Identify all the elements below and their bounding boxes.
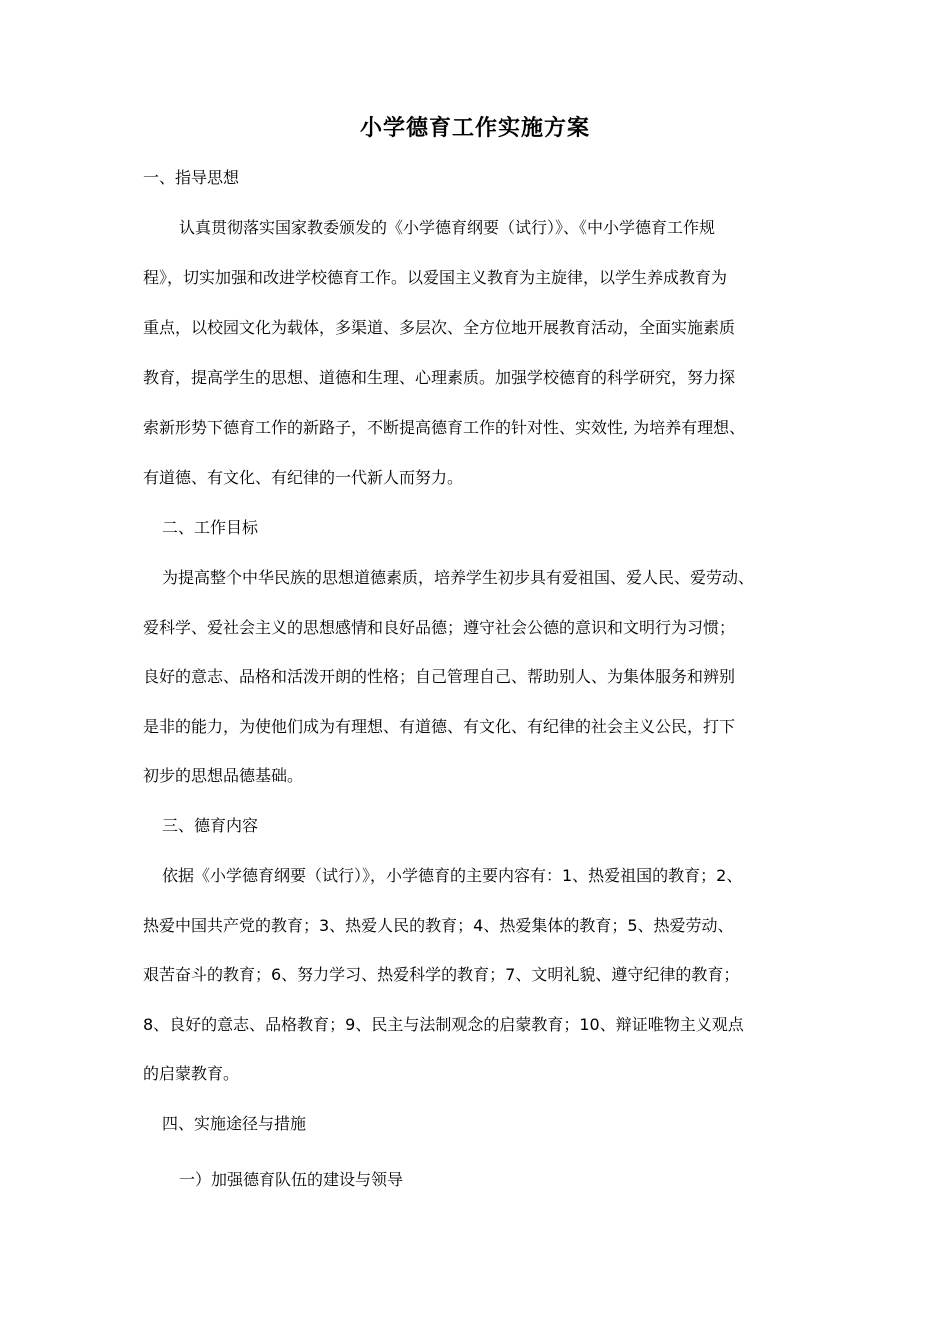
section-heading: 三、德育内容	[162, 816, 259, 835]
paragraph-line: 教育，提高学生的思想、道德和生理、心理素质。加强学校德育的科学研究，努力探	[143, 368, 736, 387]
paragraph-line: 艰苦奋斗的教育；6、努力学习、热爱科学的教育；7、文明礼貌、遵守纪律的教育；	[143, 965, 740, 984]
paragraph-line: 为提高整个中华民族的思想道德素质，培养学生初步具有爱祖国、爱人民、爱劳动、	[162, 568, 755, 587]
paragraph-line: 是非的能力，为使他们成为有理想、有道德、有文化、有纪律的社会主义公民，打下	[143, 717, 736, 736]
document-title: 小学德育工作实施方案	[359, 116, 590, 141]
paragraph-line: 初步的思想品德基础。	[143, 766, 304, 785]
paragraph-line: 重点，以校园文化为载体，多渠道、多层次、全方位地开展教育活动，全面实施素质	[143, 318, 736, 337]
paragraph-line: 8、良好的意志、品格教育；9、民主与法制观念的启蒙教育；10、辩证唯物主义观点	[143, 1015, 744, 1034]
paragraph-line: 的启蒙教育。	[143, 1064, 240, 1083]
paragraph-line: 热爱中国共产党的教育；3、热爱人民的教育；4、热爱集体的教育；5、热爱劳动、	[143, 916, 734, 935]
paragraph-line: 有道德、有文化、有纪律的一代新人而努力。	[143, 468, 464, 487]
section-heading: 四、实施途径与措施	[162, 1114, 307, 1133]
subsection-heading: 一）加强德育队伍的建设与领导	[179, 1170, 404, 1189]
section-heading: 一、指导思想	[143, 168, 240, 187]
paragraph-line: 良好的意志、品格和活泼开朗的性格；自己管理自己、帮助别人、为集体服务和辨别	[143, 667, 736, 686]
paragraph-line: 依据《小学德育纲要（试行）》，小学德育的主要内容有：1、热爱祖国的教育；2、	[162, 866, 743, 885]
paragraph-line: 索新形势下德育工作的新路子，不断提高德育工作的针对性、实效性, 为培养有理想、	[143, 418, 746, 437]
section-heading: 二、工作目标	[162, 518, 259, 537]
paragraph-line: 认真贯彻落实国家教委颁发的《小学德育纲要（试行）》、《中小学德育工作规	[179, 218, 716, 237]
paragraph-line: 程》，切实加强和改进学校德育工作。以爱国主义教育为主旋律，以学生养成教育为	[143, 268, 728, 287]
paragraph-line: 爱科学、爱社会主义的思想感情和良好品德；遵守社会公德的意识和文明行为习惯；	[143, 618, 736, 637]
